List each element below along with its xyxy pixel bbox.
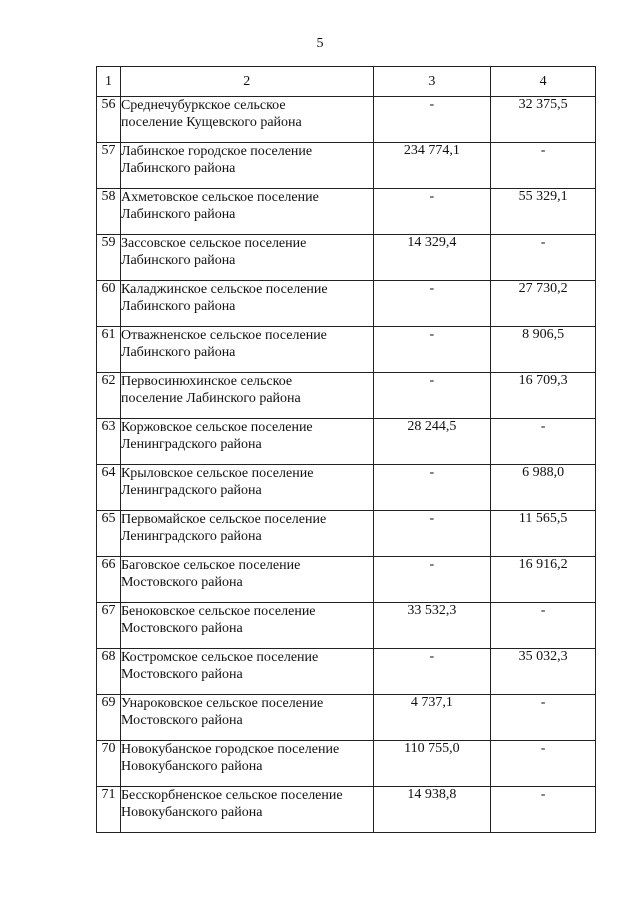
value-column-4: 16 709,3	[491, 373, 596, 419]
value-column-4: 16 916,2	[491, 557, 596, 603]
row-number: 57	[97, 143, 121, 189]
settlement-name-line: Мостовского района	[120, 621, 243, 636]
settlement-name	[120, 557, 373, 603]
settlement-name-line: Первомайское сельское поселение	[120, 512, 327, 527]
value-column-3: -	[373, 327, 491, 373]
table-row	[97, 373, 596, 419]
value-column-3: -	[373, 649, 491, 695]
value-column-4: 8 906,5	[491, 327, 596, 373]
row-number: 68	[97, 649, 121, 695]
table-header-row	[97, 67, 596, 97]
row-number: 62	[97, 373, 121, 419]
settlement-name-line: Ахметовское сельское поселение	[120, 190, 319, 205]
data-table	[96, 66, 596, 833]
row-number: 69	[97, 695, 121, 741]
table-row	[97, 235, 596, 281]
settlement-name-line: Новокубанского района	[120, 805, 263, 820]
row-number: 59	[97, 235, 121, 281]
value-column-3: -	[373, 97, 491, 143]
settlement-name-line: Лабинского района	[120, 207, 236, 222]
value-column-3: -	[373, 465, 491, 511]
settlement-name-line: Унароковское сельское поселение	[120, 696, 324, 711]
table-row	[97, 143, 596, 189]
settlement-name-line: Мостовского района	[120, 575, 243, 590]
value-column-4: -	[491, 695, 596, 741]
settlement-name-line: Среднечубуркское сельское	[120, 98, 286, 113]
value-column-4: 55 329,1	[491, 189, 596, 235]
settlement-name-line: Лабинского района	[120, 299, 236, 314]
value-column-4: -	[491, 741, 596, 787]
value-column-4: 35 032,3	[491, 649, 596, 695]
value-column-3: 33 532,3	[373, 603, 491, 649]
settlement-name-line: Ленинградского района	[120, 529, 262, 544]
settlement-name-line: Ленинградского района	[120, 437, 262, 452]
settlement-name-line: Беноковское сельское поселение	[120, 604, 316, 619]
settlement-name	[120, 143, 373, 189]
row-number: 58	[97, 189, 121, 235]
table-row	[97, 603, 596, 649]
header-cell-4: 4	[491, 67, 596, 97]
header-cell-2: 2	[120, 67, 373, 97]
row-number: 66	[97, 557, 121, 603]
settlement-name-line: Новокубанское городское поселение	[120, 742, 340, 757]
header-cell-1: 1	[97, 67, 121, 97]
settlement-name-line: Коржовское сельское поселение	[120, 420, 313, 435]
settlement-name	[120, 97, 373, 143]
value-column-4: 11 565,5	[491, 511, 596, 557]
settlement-name-line: Мостовского района	[120, 713, 243, 728]
settlement-name-line: Баговское сельское поселение	[120, 558, 301, 573]
table-row	[97, 97, 596, 143]
value-column-3: -	[373, 511, 491, 557]
value-column-3: 110 755,0	[373, 741, 491, 787]
settlement-name-line: Крыловское сельское поселение	[120, 466, 314, 481]
header-cell-3: 3	[373, 67, 491, 97]
settlement-name-line: Лабинского района	[120, 345, 236, 360]
table-row	[97, 741, 596, 787]
row-number: 60	[97, 281, 121, 327]
value-column-4: -	[491, 235, 596, 281]
value-column-3: 4 737,1	[373, 695, 491, 741]
row-number: 63	[97, 419, 121, 465]
table-row	[97, 695, 596, 741]
page-number: 5	[316, 36, 324, 51]
settlement-name-line: Зассовское сельское поселение	[120, 236, 307, 251]
table-row	[97, 787, 596, 833]
settlement-name-line: поселение Лабинского района	[120, 391, 301, 406]
settlement-name-line: Мостовского района	[120, 667, 243, 682]
settlement-name	[120, 327, 373, 373]
settlement-name	[120, 787, 373, 833]
settlement-name	[120, 695, 373, 741]
settlement-name-line: Бесскорбненское сельское поселение	[120, 788, 343, 803]
table-row	[97, 281, 596, 327]
settlement-name-line: Отважненское сельское поселение	[120, 328, 327, 343]
value-column-4: -	[491, 143, 596, 189]
value-column-4: 27 730,2	[491, 281, 596, 327]
value-column-4: 6 988,0	[491, 465, 596, 511]
value-column-3: 28 244,5	[373, 419, 491, 465]
settlement-name	[120, 465, 373, 511]
table-row	[97, 557, 596, 603]
value-column-4: 32 375,5	[491, 97, 596, 143]
settlement-name	[120, 235, 373, 281]
settlement-name	[120, 189, 373, 235]
value-column-4: -	[491, 787, 596, 833]
value-column-3: 14 329,4	[373, 235, 491, 281]
value-column-3: 14 938,8	[373, 787, 491, 833]
table-row	[97, 189, 596, 235]
row-number: 67	[97, 603, 121, 649]
value-column-3: -	[373, 557, 491, 603]
row-number: 71	[97, 787, 121, 833]
value-column-3: -	[373, 281, 491, 327]
row-number: 64	[97, 465, 121, 511]
settlement-name	[120, 511, 373, 557]
settlement-name-line: Лабинского района	[120, 253, 236, 268]
settlement-name-line: Лабинское городское поселение	[120, 144, 313, 159]
settlement-name-line: Костромское сельское поселение	[120, 650, 319, 665]
value-column-3: -	[373, 189, 491, 235]
settlement-name-line: Первосинюхинское сельское	[120, 374, 293, 389]
settlement-name	[120, 603, 373, 649]
table-row	[97, 327, 596, 373]
settlement-name	[120, 741, 373, 787]
settlement-name	[120, 281, 373, 327]
value-column-3: -	[373, 373, 491, 419]
settlement-name	[120, 419, 373, 465]
value-column-4: -	[491, 419, 596, 465]
row-number: 61	[97, 327, 121, 373]
settlement-name-line: Лабинского района	[120, 161, 236, 176]
settlement-name-line: поселение Кущевского района	[120, 115, 302, 130]
settlement-name-line: Ленинградского района	[120, 483, 262, 498]
table-row	[97, 419, 596, 465]
settlement-name	[120, 373, 373, 419]
settlement-name	[120, 649, 373, 695]
settlement-name-line: Каладжинское сельское поселение	[120, 282, 328, 297]
value-column-4: -	[491, 603, 596, 649]
row-number: 65	[97, 511, 121, 557]
table-row	[97, 649, 596, 695]
table-row	[97, 511, 596, 557]
settlement-name-line: Новокубанского района	[120, 759, 263, 774]
row-number: 56	[97, 97, 121, 143]
value-column-3: 234 774,1	[373, 143, 491, 189]
row-number: 70	[97, 741, 121, 787]
table-row	[97, 465, 596, 511]
